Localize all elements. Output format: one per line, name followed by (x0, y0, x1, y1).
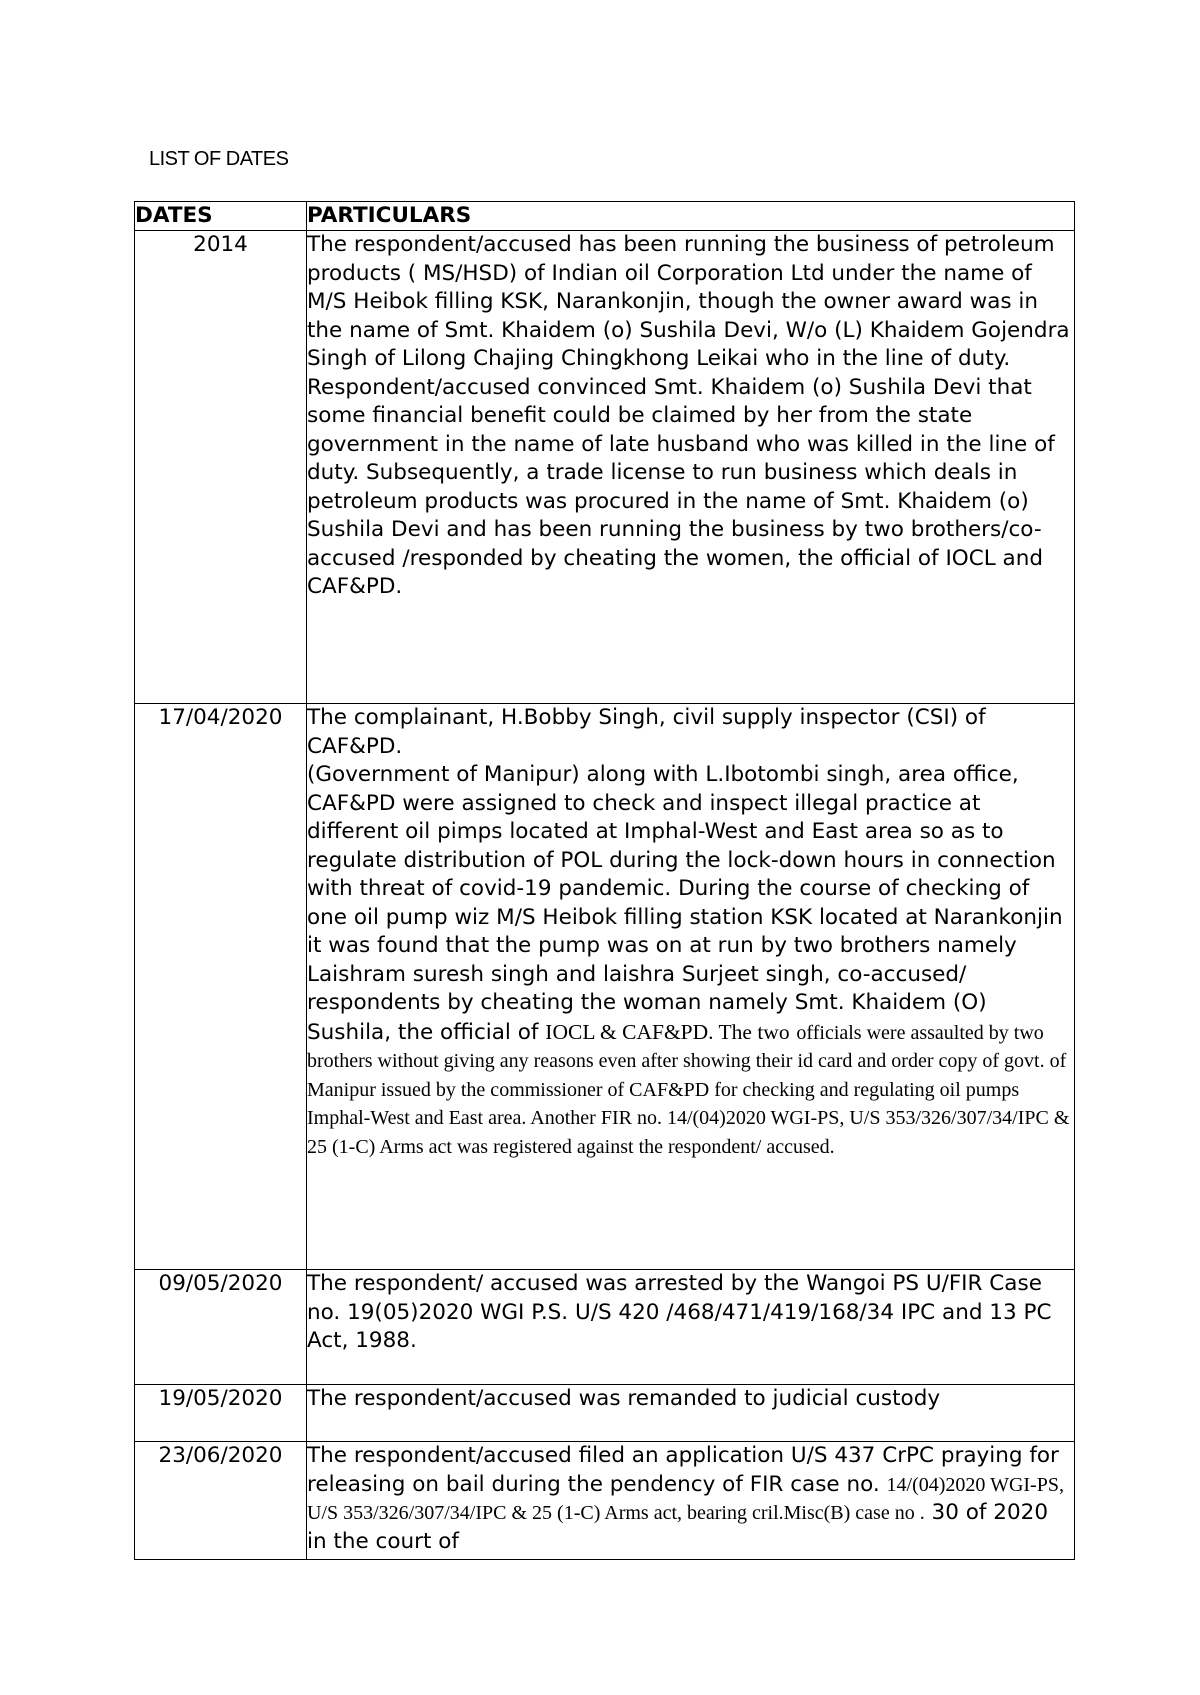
particulars-serif-text: 14/(04)2020 WGI-PS, U/S 353/326/307/34/IPC & 25 (1-C) Arms act, bearing cril.Misc(B) case no . (307, 1473, 1064, 1524)
particulars-serif-inline: IOCL & CAF&PD. The two (545, 1019, 790, 1044)
table-row (135, 231, 1075, 704)
row-date: 17/04/2020 (135, 704, 307, 1270)
particulars-serif-text: officials were assaulted by two brothers without giving any reasons even after showing their id card and order copy of govt. of Manipur issued by the commissioner of CAF&PD for checking and regulating oil pumps Imphal-West and East area. Another FIR no. 14/(04)2020 WGI-PS, U/S 353/326/307/34/IPC & 25 (1-C) Arms act was registered against the respondent/ accused. (307, 1021, 1070, 1158)
table-row (135, 1385, 1075, 1442)
table-row (135, 1442, 1075, 1560)
particulars-tail-text: 30 of 2020 in the court of (307, 1500, 1049, 1554)
table-row (135, 1270, 1075, 1385)
row-particulars (307, 1442, 1075, 1560)
table-header-row (135, 202, 1075, 231)
page-title: LIST OF DATES (149, 148, 289, 170)
row-date: 23/06/2020 (135, 1442, 307, 1560)
particulars-line: The complainant, H.Bobby Singh, civil supply inspector (CSI) of CAF&PD. (307, 705, 986, 759)
row-particulars: The respondent/accused was remanded to judicial custody (307, 1385, 1075, 1442)
row-particulars (307, 704, 1075, 1270)
particulars-sans-text: The respondent/accused filed an application U/S 437 CrPC praying for releasing on bail during the pendency of FIR case no. (307, 1443, 1059, 1497)
list-of-dates-table (134, 201, 1075, 1560)
row-particulars: The respondent/accused has been running the business of petroleum products ( MS/HSD) of Indian oil Corporation Ltd under the name of M/S Heibok filling KSK, Narankonjin, though the owner award was in the name of Smt. Khaidem (o) Sushila Devi, W/o (L) Khaidem Gojendra Singh of Lilong Chajing Chingkhong Leikai who in the line of duty. Respondent/accused convinced Smt. Khaidem (o) Sushila Devi that some financial benefit could be claimed by her from the state government in the name of late husband who was killed in the line of duty. Subsequently, a trade license to run business which deals in petroleum products was procured in the name of Smt. Khaidem (o) Sushila Devi and has been running the business by two brothers/co-accused /responded by cheating the women, the official of IOCL and CAF&PD. (307, 231, 1075, 704)
header-dates: DATES (135, 202, 307, 231)
row-particulars: The respondent/ accused was arrested by the Wangoi PS U/FIR Case no. 19(05)2020 WGI P.S. U/S 420 /468/471/419/168/34 IPC and 13 PC Act, 1988. (307, 1270, 1075, 1385)
row-date: 2014 (135, 231, 307, 704)
row-date: 19/05/2020 (135, 1385, 307, 1442)
row-date: 09/05/2020 (135, 1270, 307, 1385)
header-particulars: PARTICULARS (307, 202, 1075, 231)
table-row (135, 704, 1075, 1270)
particulars-body (307, 761, 1074, 1161)
particulars-sans-text: (Government of Manipur) along with L.Ibotombi singh, area office, CAF&PD were assigned to check and inspect illegal practice at different oil pimps located at Imphal-West and East area so as to regulate distribution of POL during the lock-down hours in connection with threat of covid-19 pandemic. During the course of checking of one oil pump wiz M/S Heibok filling station KSK located at Narankonjin it was found that the pump was on at run by two brothers namely Laishram suresh singh and laishra Surjeet singh, co-accused/ respondents by cheating the woman namely Smt. Khaidem (O) Sushila, the official of (307, 762, 1063, 1045)
